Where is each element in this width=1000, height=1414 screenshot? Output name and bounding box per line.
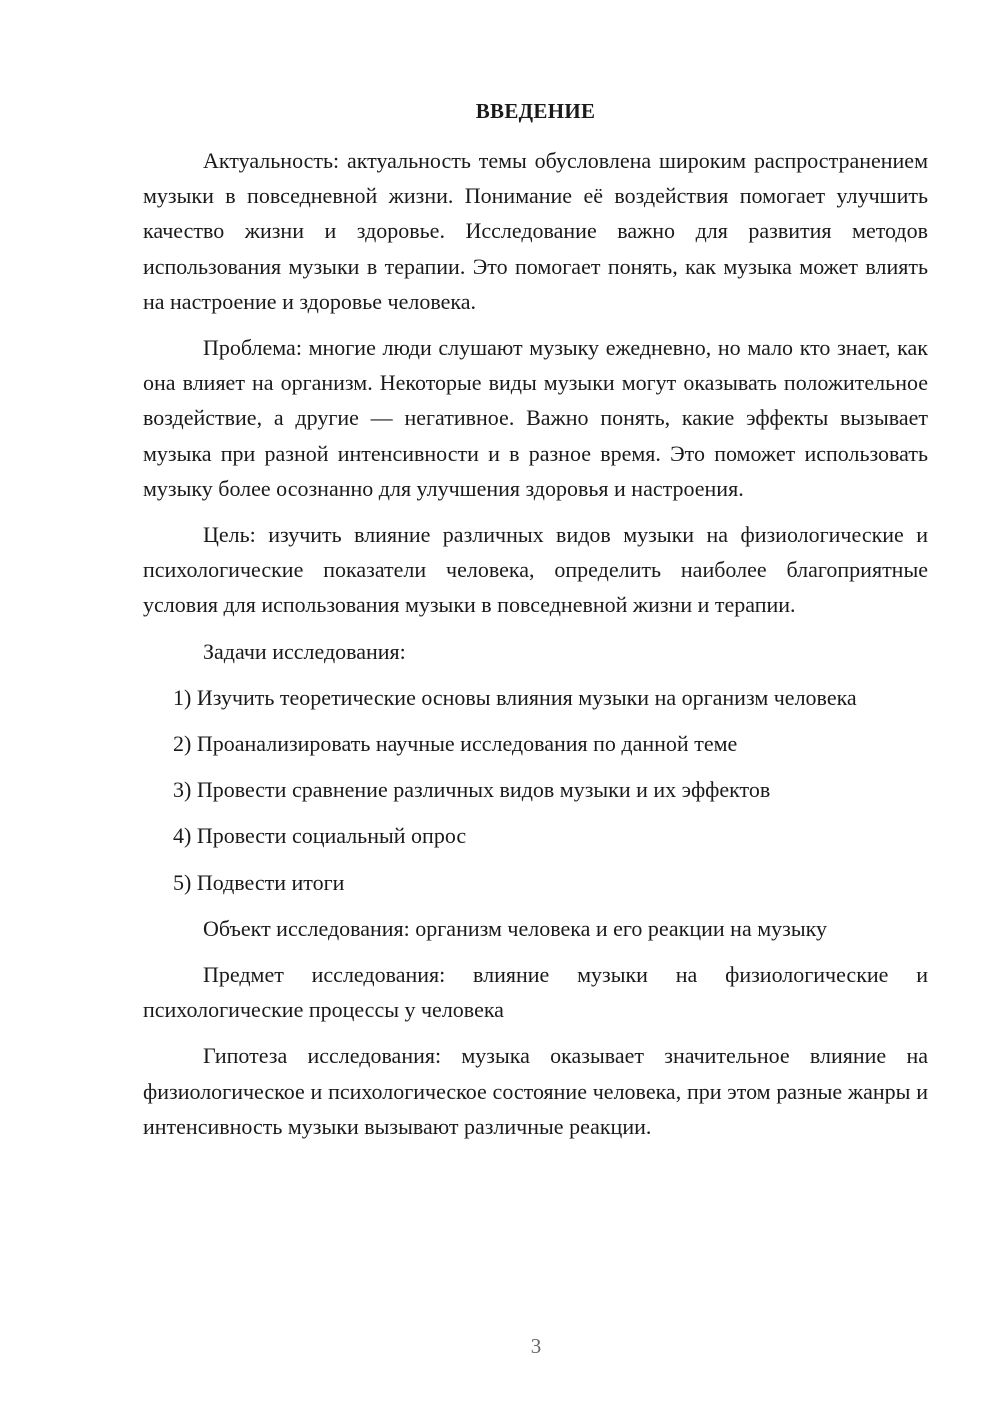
page-number: 3 [530, 1334, 542, 1358]
tasks-heading: Задачи исследования: [203, 638, 406, 664]
page-title: ВВЕДЕНИЕ [475, 99, 596, 123]
goal-paragraph: Цель: изучить влияние различных видов музыки на физиологические и психологические показатели человека, определить наиболее благоприятные условия для использования музыки в повседневной жизни и терапии. [143, 522, 928, 618]
problem-paragraph: Проблема: многие люди слушают музыку ежедневно, но мало кто знает, как она влияет на организм. Некоторые виды музыки могут оказывать положительное воздействие, а другие — негативное. Важно понять, какие эффекты вызывает музыка при разной интенсивности и в разное время. Это поможет использовать музыку более осознанно для улучшения здоровья и настроения. [143, 335, 928, 501]
task-item-2: 2) Проанализировать научные исследования по данной теме [173, 731, 738, 757]
document-body [143, 143, 928, 1155]
task-item-4: 4) Провести социальный опрос [173, 823, 467, 849]
object-paragraph: Объект исследования: организм человека и его реакции на музыку [203, 915, 827, 941]
task-item-3: 3) Провести сравнение различных видов музыки и их эффектов [173, 777, 771, 803]
task-item-5: 5) Подвести итоги [173, 869, 345, 895]
subject-paragraph: Предмет исследования: влияние музыки на физиологические и психологические процессы у человека [143, 962, 928, 1023]
task-item-1: 1) Изучить теоретические основы влияния музыки на организм человека [173, 684, 857, 710]
relevance-paragraph: Актуальность: актуальность темы обусловлена широким распространением музыки в повседневной жизни. Понимание её воздействия помогает улучшить качество жизни и здоровье. Исследование важно для развития методов использования музыки в терапии. Это помогает понять, как музыка может влиять на настроение и здоровье человека. [143, 148, 928, 314]
hypothesis-paragraph: Гипотеза исследования: музыка оказывает значительное влияние на физиологическое и психологическое состояние человека, при этом разные жанры и интенсивность музыки вызывают различные реакции. [143, 1043, 928, 1139]
